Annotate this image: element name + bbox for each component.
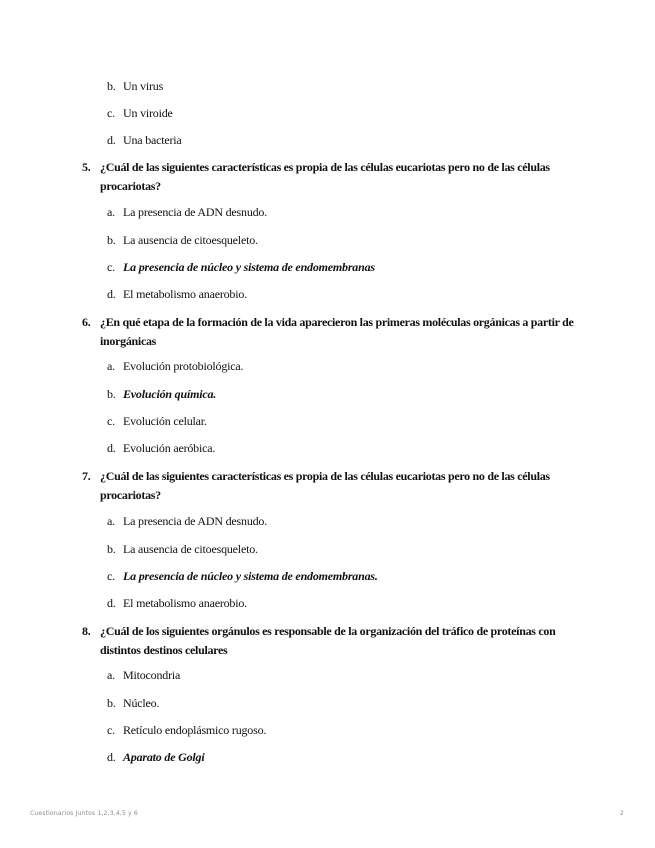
option-letter: a. xyxy=(107,205,115,219)
question-5 xyxy=(82,158,587,195)
option-7c-correct xyxy=(107,569,378,584)
option-text: Evolución química. xyxy=(123,387,217,401)
option-text: Mitocondria xyxy=(123,668,181,682)
option-letter: c. xyxy=(107,414,115,428)
option-text: Un viroide xyxy=(123,106,173,120)
option-text: La presencia de núcleo y sistema de endomembranas xyxy=(123,260,375,274)
question-text: ¿Cuál de los siguientes orgánulos es responsable de la organización del tráfico de proteínas con distintos destinos celulares xyxy=(100,624,556,657)
option-5c-correct xyxy=(107,260,375,275)
option-6d xyxy=(107,441,215,456)
option-text: La ausencia de citoesqueleto. xyxy=(123,233,258,247)
option-5a xyxy=(107,205,267,220)
option-letter: a. xyxy=(107,668,115,682)
footer-document-title: Cuestionarios Juntos 1,2,3,4,5 y 6 xyxy=(30,810,138,817)
option-letter: d. xyxy=(107,750,116,764)
option-letter: d. xyxy=(107,133,116,147)
option-letter: a. xyxy=(107,359,115,373)
option-letter: c. xyxy=(107,106,115,120)
option-text: Una bacteria xyxy=(123,133,182,147)
option-text: La presencia de ADN desnudo. xyxy=(123,514,268,528)
option-prev-b xyxy=(107,79,163,94)
option-text: La presencia de núcleo y sistema de endomembranas. xyxy=(123,569,378,583)
option-5b xyxy=(107,233,258,248)
question-text: ¿Cuál de las siguientes características es propia de las células eucariotas pero no de las células procariotas? xyxy=(100,469,550,502)
option-text: El metabolismo anaerobio. xyxy=(123,596,247,610)
option-5d xyxy=(107,287,247,302)
option-6a xyxy=(107,359,243,374)
option-letter: c. xyxy=(107,723,115,737)
option-letter: b. xyxy=(107,542,116,556)
option-text: Evolución aeróbica. xyxy=(123,441,216,455)
question-7 xyxy=(82,467,587,504)
option-8b xyxy=(107,696,159,711)
option-prev-d xyxy=(107,133,182,148)
question-8 xyxy=(82,622,587,659)
option-letter: d. xyxy=(107,287,116,301)
option-7d xyxy=(107,596,247,611)
option-text: Evolución celular. xyxy=(123,414,207,428)
option-7a xyxy=(107,514,267,529)
option-8d-correct xyxy=(107,750,204,765)
option-letter: a. xyxy=(107,514,115,528)
option-letter: c. xyxy=(107,569,115,583)
option-text: La presencia de ADN desnudo. xyxy=(123,205,268,219)
option-letter: b. xyxy=(107,233,116,247)
question-text: ¿Cuál de las siguientes características es propia de las células eucariotas pero no de las células procariotas? xyxy=(100,160,550,193)
option-letter: b. xyxy=(107,79,116,93)
option-letter: b. xyxy=(107,696,116,710)
option-text: Evolución protobiológica. xyxy=(123,359,244,373)
option-7b xyxy=(107,542,258,557)
option-letter: d. xyxy=(107,441,116,455)
option-text: Retículo endoplásmico rugoso. xyxy=(123,723,267,737)
footer-page-number: 2 xyxy=(620,810,624,817)
question-number: 8. xyxy=(82,624,91,638)
question-number: 5. xyxy=(82,160,91,174)
option-letter: d. xyxy=(107,596,116,610)
option-letter: c. xyxy=(107,260,115,274)
question-text: ¿En qué etapa de la formación de la vida aparecieron las primeras moléculas orgánicas a partir de inorgánicas xyxy=(100,315,574,348)
option-8a xyxy=(107,668,180,683)
option-text: Aparato de Golgi xyxy=(123,750,205,764)
option-6b-correct xyxy=(107,387,216,402)
option-letter: b. xyxy=(107,387,116,401)
option-text: La ausencia de citoesqueleto. xyxy=(123,542,258,556)
question-number: 7. xyxy=(82,469,91,483)
option-prev-c xyxy=(107,106,173,121)
option-text: Un virus xyxy=(123,79,164,93)
option-text: El metabolismo anaerobio. xyxy=(123,287,247,301)
option-6c xyxy=(107,414,207,429)
question-6 xyxy=(82,313,587,350)
option-text: Núcleo. xyxy=(123,696,160,710)
option-8c xyxy=(107,723,266,738)
question-number: 6. xyxy=(82,315,91,329)
